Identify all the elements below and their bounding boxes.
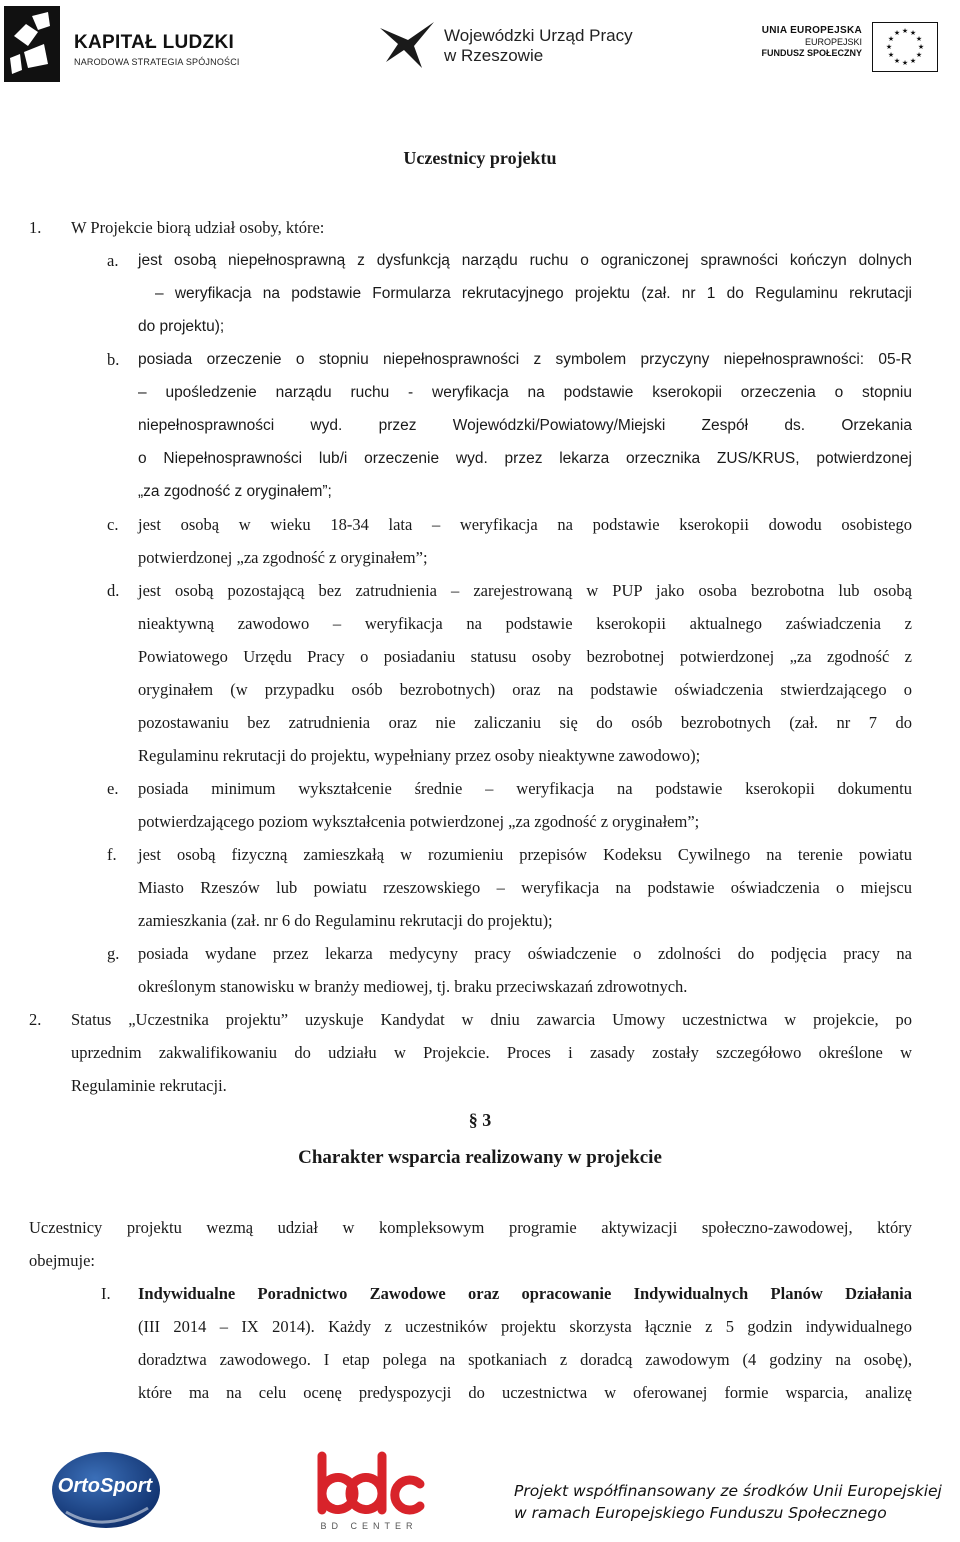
eu-line1: UNIA EUROPEJSKA bbox=[761, 25, 862, 36]
section1-number: 1. bbox=[29, 218, 42, 237]
paragraph-symbol: § 3 bbox=[468, 1110, 492, 1130]
svg-text:★: ★ bbox=[901, 59, 909, 67]
section-heading: Charakter wsparcia realizowany w projekcie bbox=[298, 1147, 662, 1168]
intro-line2: obejmuje: bbox=[29, 1251, 95, 1270]
wup-logo bbox=[378, 14, 648, 74]
roman-i-title: Indywidualne Poradnictwo Zawodowe oraz opracowanie Indywidualnych Planów Działania bbox=[138, 1284, 912, 1303]
svg-text:★: ★ bbox=[887, 51, 895, 59]
item-a-label: a. bbox=[107, 251, 119, 270]
item-a-line2: – weryfikacja na podstawie Formularza rekrutacyjnego projektu (zał. nr 1 do Regulaminu rekrutacji bbox=[155, 285, 912, 302]
roman-i-line2: doradztwa zawodowego. I etap polega na spotkaniach z doradcą zawodowym (4 godziny na osobę), bbox=[138, 1350, 912, 1369]
kapital-ludzki-mark-icon bbox=[4, 6, 60, 82]
item-b-line3: niepełnosprawności wyd. przez Wojewódzki/Powiatowy/Miejski Zespół ds. Orzekania bbox=[138, 417, 912, 434]
item-b-line1: posiada orzeczenie o stopniu niepełnosprawności z symbolem przyczyny niepełnosprawności: 05-R bbox=[138, 351, 912, 368]
wup-name-line1: Wojewódzki Urząd Pracy bbox=[444, 26, 633, 45]
section2-line3: Regulaminie rekrutacji. bbox=[71, 1076, 227, 1095]
item-d-line5: pozostawaniu bez zatrudnienia oraz nie zaliczaniu się do osób bezrobotnych (zał. nr 7 do bbox=[138, 713, 912, 732]
item-f-line2: Miasto Rzeszów lub powiatu rzeszowskiego – weryfikacja na podstawie oświadczenia o miejscu bbox=[138, 878, 912, 897]
item-f-line1: jest osobą fizyczną zamieszkałą w rozumieniu przepisów Kodeksu Cywilnego na terenie powiatu bbox=[138, 845, 912, 864]
roman-i-label: I. bbox=[101, 1284, 111, 1303]
svg-text:★: ★ bbox=[909, 29, 917, 37]
item-c-line2: potwierdzonej „za zgodność z oryginałem”; bbox=[138, 548, 428, 567]
cofinance-line2: w ramach Europejskiego Funduszu Społecznego bbox=[514, 1504, 887, 1522]
page-title: Uczestnicy projektu bbox=[403, 148, 557, 168]
svg-text:★: ★ bbox=[885, 43, 893, 51]
wup-name-line2: w Rzeszowie bbox=[444, 46, 544, 65]
svg-text:★: ★ bbox=[887, 35, 895, 43]
item-e-line2: potwierdzającego poziom wykształcenia potwierdzonej „za zgodność z oryginałem”; bbox=[138, 812, 700, 831]
page-footer bbox=[0, 1440, 960, 1542]
bdc-logo-icon bbox=[308, 1450, 428, 1530]
svg-text:★: ★ bbox=[915, 35, 923, 43]
kapital-ludzki-logo bbox=[4, 6, 254, 84]
item-d-line2: nieaktywną zawodowo – weryfikacja na podstawie kserokopii aktualnego zaświadczenia z bbox=[138, 614, 912, 633]
intro-line1: Uczestnicy projektu wezmą udział w kompleksowym programie aktywizacji społeczno-zawodowej, który bbox=[29, 1218, 912, 1237]
item-a-line3: do projektu); bbox=[138, 318, 225, 335]
section2-line1: Status „Uczestnika projektu” uzyskuje Kandydat w dniu zawarcia Umowy uczestnictwa w projekcie, po bbox=[71, 1010, 912, 1029]
kapital-ludzki-title: KAPITAŁ LUDZKI bbox=[74, 32, 235, 53]
item-d-label: d. bbox=[107, 581, 120, 600]
section1-intro: W Projekcie biorą udział osoby, które: bbox=[71, 218, 325, 237]
item-d-line1: jest osobą pozostającą bez zatrudnienia – zarejestrowaną w PUP jako osoba bezrobotna lub osobą bbox=[138, 581, 912, 600]
item-b-line2: – upośledzenie narządu ruchu - weryfikacja na podstawie kserokopii orzeczenia o stopniu bbox=[138, 384, 912, 401]
eu-text bbox=[761, 25, 862, 58]
eu-line2: EUROPEJSKI bbox=[804, 37, 862, 47]
item-c-line1: jest osobą w wieku 18-34 lata – weryfikacja na podstawie kserokopii dowodu osobistego bbox=[138, 515, 912, 534]
ortosport-name: OrtoSport bbox=[57, 1475, 153, 1497]
item-e-line1: posiada minimum wykształcenie średnie – weryfikacja na podstawie kserokopii dokumentu bbox=[138, 779, 912, 798]
item-a-line1: jest osobą niepełnosprawną z dysfunkcją narządu ruchu o ograniczonej sprawności kończyn dolnych bbox=[138, 252, 912, 269]
item-b-line4: o Niepełnosprawności lub/i orzeczenie wyd. przez lekarza orzecznika ZUS/KRUS, potwierdzonej bbox=[138, 450, 912, 467]
svg-text:★: ★ bbox=[893, 29, 901, 37]
roman-i-line1: (III 2014 – IX 2014). Każdy z uczestników projektu skorzysta łącznie z 5 godzin indywidualnego bbox=[138, 1317, 912, 1336]
item-d-line3: Powiatowego Urzędu Pracy o posiadaniu statusu osoby bezrobotnej potwierdzonej „za zgodność z bbox=[138, 647, 912, 666]
svg-text:★: ★ bbox=[893, 57, 901, 65]
item-b-label: b. bbox=[107, 350, 120, 369]
svg-text:★: ★ bbox=[909, 57, 917, 65]
item-d-line4: oryginałem (w przypadku osób bezrobotnych) oraz na podstawie oświadczenia stwierdzającego o bbox=[138, 680, 912, 699]
eu-logo bbox=[756, 22, 956, 76]
item-e-label: e. bbox=[107, 779, 119, 798]
item-d-line6: Regulaminu rekrutacji do projektu, wypełniany przez osoby nieaktywne zawodowo); bbox=[138, 746, 701, 765]
eu-flag-icon bbox=[872, 22, 938, 72]
item-g-line1: posiada wydane przez lekarza medycyny pracy oświadczenie o zdolności do podjęcia pracy na bbox=[138, 944, 912, 963]
item-g-label: g. bbox=[107, 944, 120, 963]
item-c-label: c. bbox=[107, 515, 119, 534]
roman-i-line3: które ma na celu ocenę predyspozycji do uczestnictwa w oferowanej formie wsparcia, analizę bbox=[138, 1383, 912, 1402]
item-g-line2: określonym stanowisku w branży mediowej, tj. braku przeciwskazań zdrowotnych. bbox=[138, 977, 688, 996]
cofinance-text bbox=[514, 1480, 942, 1524]
item-b-line5: „za zgodność z oryginałem”; bbox=[138, 483, 332, 500]
cofinance-line1: Projekt współfinansowany ze środków Unii Europejskiej bbox=[514, 1482, 942, 1500]
wup-bird-icon bbox=[378, 18, 436, 72]
svg-text:★: ★ bbox=[901, 27, 909, 35]
eu-line3: FUNDUSZ SPOŁECZNY bbox=[761, 48, 862, 58]
page-header bbox=[0, 0, 960, 90]
section2-line2: uprzednim zakwalifikowaniu do udziału w Projekcie. Proces i zasady zostały szczegółowo określone w bbox=[71, 1043, 912, 1062]
bdc-subtitle: BD CENTER bbox=[320, 1521, 418, 1531]
svg-text:★: ★ bbox=[917, 43, 925, 51]
svg-text:★: ★ bbox=[915, 51, 923, 59]
kapital-ludzki-subtitle: NARODOWA STRATEGIA SPÓJNOŚCI bbox=[74, 57, 240, 67]
item-f-label: f. bbox=[107, 845, 117, 864]
section2-number: 2. bbox=[29, 1010, 42, 1029]
item-f-line3: zamieszkania (zał. nr 6 do Regulaminu rekrutacji do projektu); bbox=[138, 911, 553, 930]
